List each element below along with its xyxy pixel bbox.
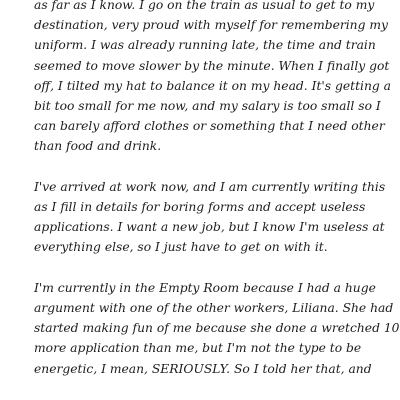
- paragraph-3: [34, 278, 400, 379]
- text-line: energetic, I mean, SERIOUSLY. So I told her that, and: [34, 361, 372, 376]
- paragraph-1: [34, 0, 391, 157]
- text-line: than food and drink.: [34, 139, 162, 154]
- text-line: seemed to move slower by the minute. When I finally got: [34, 58, 390, 73]
- text-line: I'm currently in the Empty Room because I had a huge: [34, 280, 376, 295]
- text-line: applications. I want a new job, but I know I'm useless at: [34, 220, 385, 235]
- text-line: more application than me, but I'm not the type to be: [34, 341, 362, 356]
- text-line: off, I tilted my hat to balance it on my head. It's getting a: [34, 78, 391, 93]
- text-line: can barely afford clothes or something that I need other: [34, 119, 385, 134]
- text-line: uniform. I was already running late, the time and train: [34, 38, 376, 53]
- text-line: I've arrived at work now, and I am currently writing this: [34, 179, 386, 194]
- text-line: argument with one of the other workers, Liliana. She had: [34, 301, 394, 316]
- text-line: as far as I know. I go on the train as usual to get to my: [34, 0, 375, 12]
- text-line: everything else, so I just have to get on with it.: [34, 240, 328, 255]
- text-line: as I fill in details for boring forms and accept useless: [34, 200, 366, 215]
- text-line: destination, very proud with myself for remembering my: [34, 18, 388, 33]
- text-line: started making fun of me because she done a wretched 10: [34, 321, 400, 336]
- diary-text: [34, 0, 400, 399]
- text-line: bit too small for me now, and my salary is too small so I: [34, 99, 381, 114]
- paragraph-2: [34, 177, 384, 258]
